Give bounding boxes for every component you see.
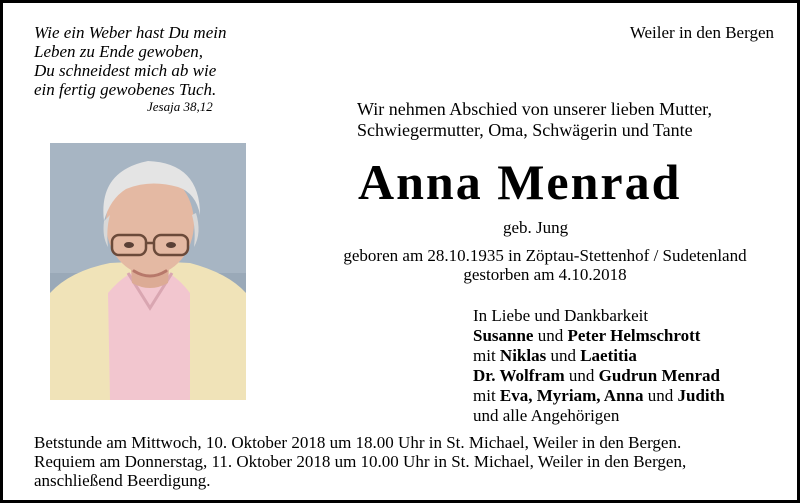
portrait-photo	[50, 143, 246, 400]
place-name: Weiler in den Bergen	[629, 23, 774, 42]
mourners-intro: In Liebe und Dankbarkeit	[473, 306, 649, 325]
mourner-row: mit Eva, Myriam, Anna und Judith	[473, 386, 725, 405]
service-line: Requiem am Donnerstag, 11. Oktober 2018 um 10.00 Uhr in St. Michael, Weiler in den Bergen,	[34, 452, 687, 471]
service-line: Betstunde am Mittwoch, 10. Oktober 2018 um 18.00 Uhr in St. Michael, Weiler in den Bergen.	[34, 433, 682, 452]
intro-line: Schwiegermutter, Oma, Schwägerin und Tante	[357, 120, 693, 140]
quote-line: Leben zu Ende gewoben,	[34, 42, 204, 61]
life-dates	[313, 246, 777, 284]
quote-line: Du schneidest mich ab wie	[34, 61, 217, 80]
intro-line: Wir nehmen Abschied von unserer lieben Mutter,	[357, 99, 712, 119]
bible-quote	[34, 23, 294, 115]
birth-date: geboren am 28.10.1935 in Zöptau-Stettenhof / Sudetenland	[343, 246, 747, 265]
birth-name: geb. Jung	[503, 218, 569, 237]
mourners-closing: und alle Angehörigen	[473, 406, 620, 425]
death-date: gestorben am 4.10.2018	[463, 265, 627, 284]
quote-reference: Jesaja 38,12	[147, 99, 213, 114]
deceased-name: Anna Menrad	[358, 154, 682, 210]
service-line: anschließend Beerdigung.	[34, 471, 211, 490]
mourner-row: Susanne und Peter Helmschrott	[473, 326, 701, 345]
farewell-intro	[357, 99, 712, 141]
mourner-row: mit Niklas und Laetitia	[473, 346, 637, 365]
mourners-list	[473, 306, 725, 426]
quote-line: Wie ein Weber hast Du mein	[34, 23, 227, 42]
quote-line: ein fertig gewobenes Tuch.	[34, 80, 217, 99]
service-details	[34, 433, 686, 490]
mourner-row: Dr. Wolfram und Gudrun Menrad	[473, 366, 720, 385]
